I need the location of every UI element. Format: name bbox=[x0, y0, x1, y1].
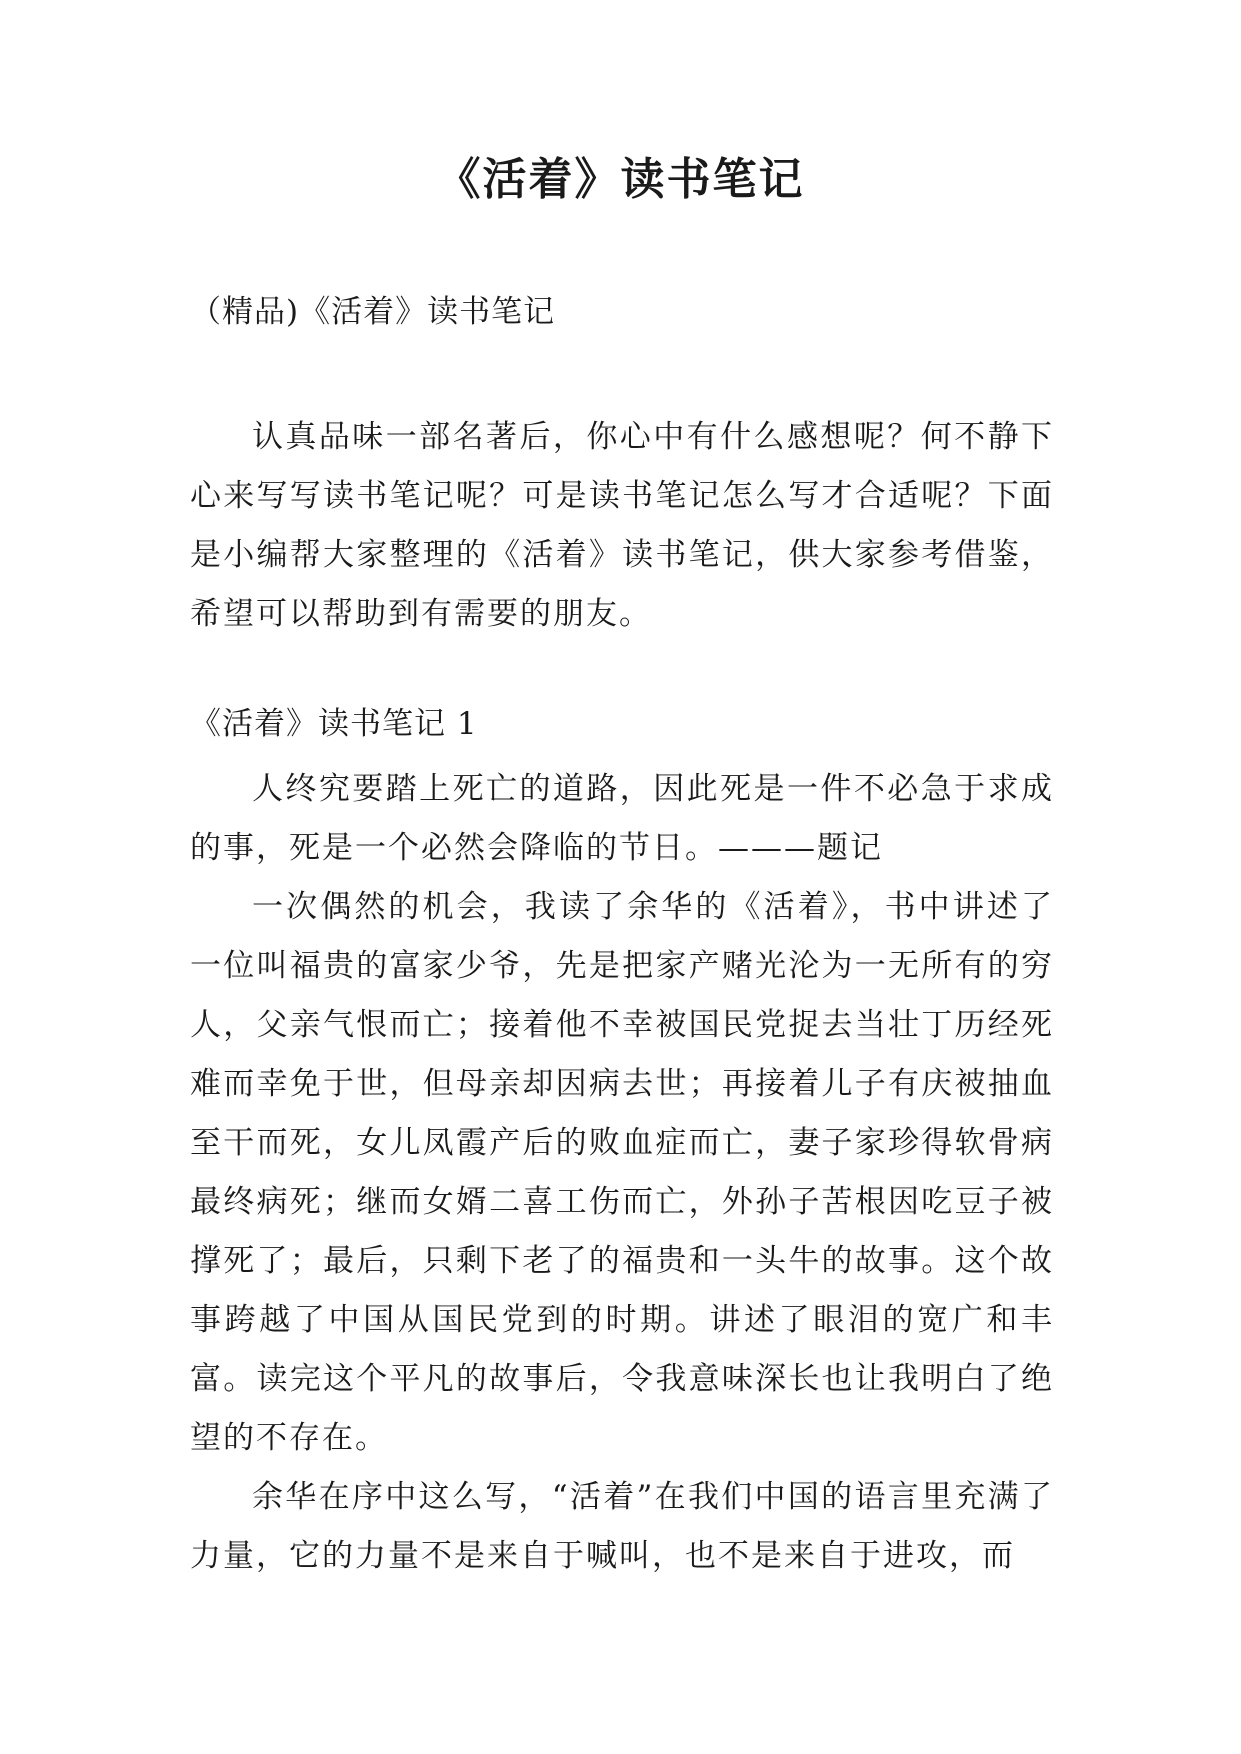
body-paragraph-preface: 余华在序中这么写，“活着”在我们中国的语言里充满了力量，它的力量不是来自于喊叫，也不是来自于进攻，而 bbox=[190, 1479, 1054, 1574]
intro-paragraph: 认真品味一部名著后，你心中有什么感想呢？何不静下心来写写读书笔记呢？可是读书笔记怎么写才合适呢？下面是小编帮大家整理的《活着》读书笔记，供大家参考借鉴，希望可以帮助到有需要的朋友。 bbox=[190, 419, 1054, 632]
intro-section bbox=[190, 408, 1054, 644]
section-heading: 《活着》读书笔记 1 bbox=[190, 706, 478, 742]
body-paragraph-story: 一次偶然的机会，我读了余华的《活着》，书中讲述了一位叫福贵的富家少爷，先是把家产赌光沦为一无所有的穷人，父亲气恨而亡；接着他不幸被国民党捉去当壮丁历经死难而幸免于世，但母亲却因病去世；再接着儿子有庆被抽血至干而死，女儿凤霞产后的败血症而亡，妻子家珍得软骨病最终病死；继而女婿二喜工伤而亡，外孙子苦根因吃豆子被撑死了；最后，只剩下老了的福贵和一头牛的故事。这个故事跨越了中国从国民党到的时期。讲述了眼泪的宽广和丰富。读完这个平凡的故事后，令我意味深长也让我明白了绝望的不存在。 bbox=[190, 889, 1054, 1456]
document-subtitle: （精品)《活着》读书笔记 bbox=[190, 294, 556, 330]
document-title: 《活着》读书笔记 bbox=[436, 154, 805, 205]
body-paragraph-epigraph: 人终究要踏上死亡的道路，因此死是一件不必急于求成的事，死是一个必然会降临的节日。———题记 bbox=[190, 771, 1054, 866]
body-section bbox=[190, 760, 1054, 1586]
